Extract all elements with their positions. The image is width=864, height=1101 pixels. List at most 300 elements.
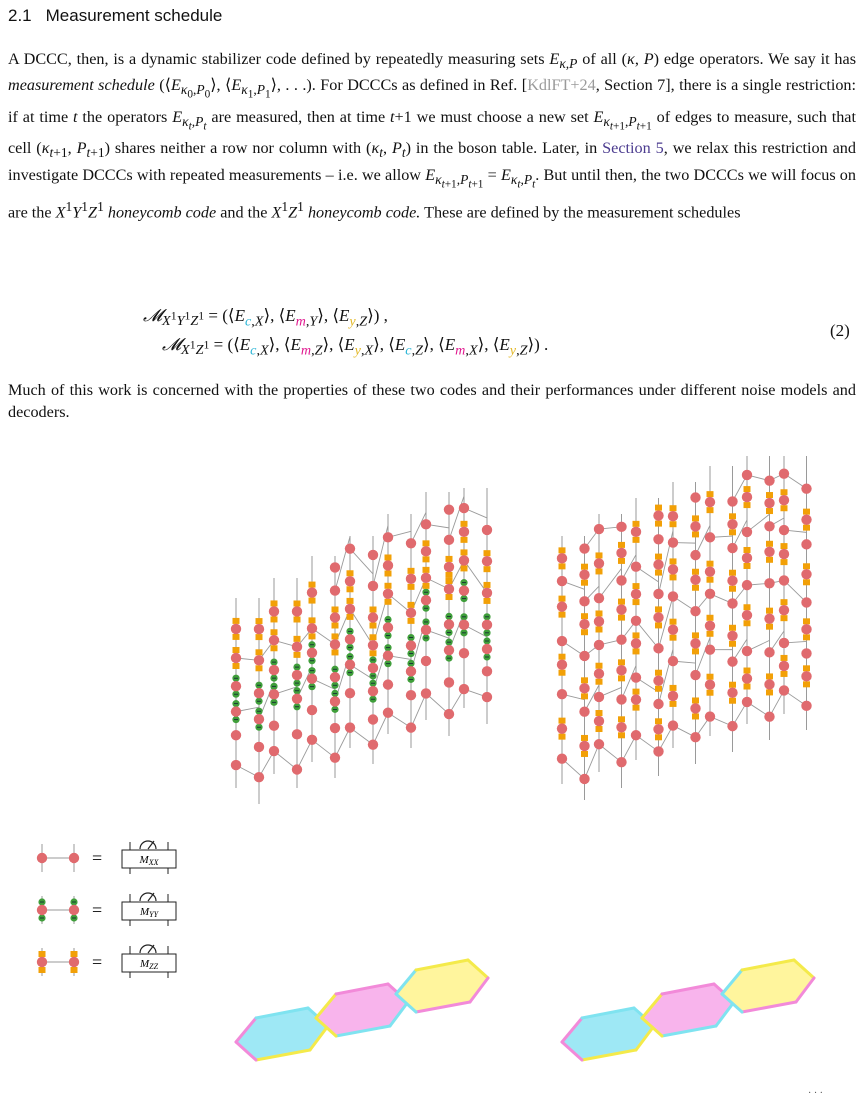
qubit-node xyxy=(406,690,416,700)
z-marker xyxy=(596,679,603,685)
z-marker xyxy=(729,570,736,576)
qubit-node xyxy=(705,567,715,577)
qubit-node xyxy=(801,514,811,524)
qubit-node xyxy=(444,535,454,545)
z-marker xyxy=(294,616,301,622)
z-marker xyxy=(781,489,788,495)
z-marker xyxy=(461,521,468,527)
qubit-node xyxy=(307,648,317,658)
z-marker xyxy=(766,557,773,563)
qubit-node xyxy=(254,688,264,698)
z-marker xyxy=(781,505,788,511)
z-marker xyxy=(655,622,662,628)
qubit-node xyxy=(690,732,700,742)
qubit-node xyxy=(368,663,378,673)
z-marker xyxy=(71,951,78,957)
qubit-node xyxy=(421,625,431,635)
z-marker xyxy=(744,604,751,610)
z-marker xyxy=(655,606,662,612)
qubit-node xyxy=(779,549,789,559)
z-marker xyxy=(581,564,588,570)
z-marker xyxy=(692,697,699,703)
z-marker xyxy=(781,543,788,549)
qubit-node xyxy=(705,621,715,631)
z-marker xyxy=(256,649,263,655)
measurement-label: MXX xyxy=(139,854,159,867)
z-marker xyxy=(408,568,415,574)
z-marker xyxy=(670,635,677,641)
z-marker xyxy=(581,580,588,586)
qubit-node xyxy=(557,576,567,586)
qubit-node xyxy=(668,624,678,634)
qubit-node xyxy=(631,638,641,648)
qubit-node xyxy=(459,585,469,595)
qubit-node xyxy=(383,708,393,718)
qubit-node xyxy=(705,645,715,655)
qubit-node xyxy=(594,558,604,568)
legend-row-yy xyxy=(37,893,176,926)
qubit-node xyxy=(482,692,492,702)
qubit-node xyxy=(631,561,641,571)
circuit-figure xyxy=(0,448,864,1088)
z-marker xyxy=(256,634,263,640)
qubit-node xyxy=(631,589,641,599)
qubit-node xyxy=(231,730,241,740)
measurement-legend xyxy=(37,841,176,978)
z-marker xyxy=(271,600,278,606)
z-marker xyxy=(385,570,392,576)
equals-sign: = xyxy=(92,900,103,920)
z-marker xyxy=(233,647,240,653)
qubit-node xyxy=(631,672,641,682)
z-marker xyxy=(633,521,640,527)
z-marker xyxy=(461,565,468,571)
qubit-node xyxy=(742,697,752,707)
qubit-node xyxy=(653,746,663,756)
z-marker xyxy=(408,618,415,624)
qubit-node xyxy=(653,510,663,520)
qubit-node xyxy=(269,635,279,645)
z-marker xyxy=(309,633,316,639)
z-marker xyxy=(294,600,301,606)
z-marker xyxy=(692,713,699,719)
qubit-node xyxy=(69,853,79,863)
qubit-node xyxy=(594,716,604,726)
z-marker xyxy=(633,648,640,654)
z-marker xyxy=(618,558,625,564)
qubit-node xyxy=(727,496,737,506)
qubit-node xyxy=(653,612,663,622)
z-marker xyxy=(633,537,640,543)
z-marker xyxy=(707,507,714,513)
qubit-node xyxy=(690,638,700,648)
qubit-node xyxy=(631,527,641,537)
z-marker xyxy=(385,599,392,605)
qubit-node xyxy=(727,688,737,698)
qubit-node xyxy=(383,560,393,570)
qubit-node xyxy=(444,504,454,514)
qubit-node xyxy=(368,550,378,560)
qubit-node xyxy=(616,634,626,644)
equation-line-xz: 𝓜$_{X^1Z^1}$ = ($⟨E_{c,X}⟩$, $⟨E_{m,Z}⟩$, $⟨E_{y,X}⟩$, $⟨E_{c,Z}⟩$, $⟨E_{m,X}⟩$, $⟨E_{y,Z}⟩$) . xyxy=(162,335,549,359)
qubit-node xyxy=(690,606,700,616)
z-marker xyxy=(766,624,773,630)
z-marker xyxy=(332,622,339,628)
qubit-node xyxy=(345,722,355,732)
qubit-node xyxy=(653,559,663,569)
page-footer-mark: · · · xyxy=(808,1088,823,1099)
qubit-node xyxy=(406,608,416,618)
qubit-node xyxy=(254,624,264,634)
z-marker xyxy=(370,622,377,628)
qubit-node xyxy=(368,739,378,749)
qubit-node xyxy=(764,475,774,485)
z-marker xyxy=(581,735,588,741)
qubit-node xyxy=(727,576,737,586)
qubit-node xyxy=(292,670,302,680)
z-marker xyxy=(729,586,736,592)
qubit-node xyxy=(444,709,454,719)
qubit-node xyxy=(616,694,626,704)
z-marker xyxy=(446,594,453,600)
z-marker xyxy=(707,674,714,680)
z-marker xyxy=(446,572,453,578)
qubit-node xyxy=(557,689,567,699)
z-marker xyxy=(766,673,773,679)
qubit-node xyxy=(292,606,302,616)
z-marker xyxy=(729,529,736,535)
qubit-node xyxy=(406,538,416,548)
citation-link[interactable]: KdlFT+24 xyxy=(527,76,596,95)
qubit-node xyxy=(330,696,340,706)
qubit-node xyxy=(594,669,604,679)
z-marker xyxy=(803,579,810,585)
qubit-node xyxy=(37,957,47,967)
z-marker xyxy=(618,615,625,621)
qubit-node xyxy=(292,694,302,704)
qubit-node xyxy=(616,575,626,585)
z-marker xyxy=(581,677,588,683)
z-marker xyxy=(596,568,603,574)
z-marker xyxy=(633,632,640,638)
qubit-node xyxy=(579,619,589,629)
z-marker xyxy=(581,613,588,619)
qubit-node xyxy=(307,705,317,715)
qubit-node xyxy=(668,656,678,666)
qubit-node xyxy=(631,730,641,740)
qubit-node xyxy=(383,679,393,689)
qubit-node xyxy=(742,580,752,590)
qubit-node xyxy=(668,591,678,601)
z-marker xyxy=(423,567,430,573)
qubit-node xyxy=(579,774,589,784)
qubit-node xyxy=(345,634,355,644)
qubit-node xyxy=(345,604,355,614)
qubit-node xyxy=(594,593,604,603)
qubit-node xyxy=(406,640,416,650)
qubit-node xyxy=(421,546,431,556)
z-marker xyxy=(670,701,677,707)
qubit-node xyxy=(705,711,715,721)
qubit-node xyxy=(307,735,317,745)
qubit-node xyxy=(779,685,789,695)
qubit-node xyxy=(406,666,416,676)
qubit-node xyxy=(742,527,752,537)
qubit-node xyxy=(444,645,454,655)
qubit-node xyxy=(368,581,378,591)
qubit-node xyxy=(705,532,715,542)
qubit-node xyxy=(594,640,604,650)
qubit-node xyxy=(764,498,774,508)
qubit-node xyxy=(631,694,641,704)
qubit-node xyxy=(231,681,241,691)
z-marker xyxy=(803,525,810,531)
qubit-node xyxy=(482,525,492,535)
qubit-node xyxy=(482,588,492,598)
qubit-node xyxy=(779,661,789,671)
z-marker xyxy=(39,967,46,973)
qubit-node xyxy=(330,752,340,762)
qubit-node xyxy=(231,760,241,770)
z-marker xyxy=(744,563,751,569)
z-marker xyxy=(803,634,810,640)
z-marker xyxy=(618,542,625,548)
qubit-node xyxy=(764,647,774,657)
z-marker xyxy=(633,705,640,711)
qubit-node xyxy=(742,492,752,502)
z-marker xyxy=(347,614,354,620)
z-marker xyxy=(655,554,662,560)
z-marker xyxy=(781,671,788,677)
qubit-node xyxy=(459,503,469,513)
qubit-node xyxy=(779,495,789,505)
qubit-node xyxy=(594,739,604,749)
qubit-node xyxy=(459,555,469,565)
z-marker xyxy=(256,665,263,671)
paragraph-properties: Much of this work is concerned with the properties of these two codes and their performances under different noise models and decoders. xyxy=(8,381,856,421)
z-marker xyxy=(781,599,788,605)
qubit-node xyxy=(307,623,317,633)
z-marker xyxy=(596,626,603,632)
z-marker xyxy=(707,491,714,497)
qubit-node xyxy=(482,620,492,630)
z-marker xyxy=(71,967,78,973)
z-marker xyxy=(271,645,278,651)
z-marker xyxy=(256,618,263,624)
z-marker xyxy=(744,668,751,674)
qubit-node xyxy=(668,511,678,521)
z-marker xyxy=(461,549,468,555)
qubit-node xyxy=(330,672,340,682)
qubit-node xyxy=(307,673,317,683)
z-marker xyxy=(781,615,788,621)
equation-number: (2) xyxy=(830,321,850,340)
z-marker xyxy=(781,559,788,565)
qubit-node xyxy=(727,631,737,641)
qubit-node xyxy=(668,537,678,547)
z-marker xyxy=(484,566,491,572)
z-marker xyxy=(559,596,566,602)
qubit-node xyxy=(579,651,589,661)
z-marker xyxy=(233,618,240,624)
qubit-node xyxy=(482,644,492,654)
z-marker xyxy=(271,629,278,635)
qubit-node xyxy=(444,677,454,687)
qubit-node xyxy=(383,532,393,542)
qubit-node xyxy=(482,556,492,566)
qubit-node xyxy=(459,648,469,658)
qubit-node xyxy=(421,688,431,698)
z-marker xyxy=(692,531,699,537)
hexagon-strip-left xyxy=(236,960,488,1060)
z-marker xyxy=(692,648,699,654)
z-marker xyxy=(803,563,810,569)
qubit-node xyxy=(616,665,626,675)
qubit-node xyxy=(231,706,241,716)
z-marker xyxy=(559,734,566,740)
qubit-node xyxy=(801,648,811,658)
qubit-node xyxy=(616,757,626,767)
z-marker xyxy=(781,655,788,661)
qubit-node xyxy=(254,714,264,724)
z-marker xyxy=(670,574,677,580)
qubit-node xyxy=(690,550,700,560)
qubit-node xyxy=(653,534,663,544)
qubit-node xyxy=(764,521,774,531)
z-marker xyxy=(633,599,640,605)
z-marker xyxy=(233,634,240,640)
qubit-node xyxy=(345,688,355,698)
z-marker xyxy=(655,505,662,511)
qubit-node xyxy=(594,692,604,702)
z-marker xyxy=(347,586,354,592)
z-marker xyxy=(744,684,751,690)
qubit-node xyxy=(330,639,340,649)
z-marker xyxy=(766,541,773,547)
qubit-node xyxy=(779,575,789,585)
z-marker xyxy=(692,569,699,575)
section-5-link[interactable]: Section 5 xyxy=(602,139,664,158)
qubit-node xyxy=(764,613,774,623)
term-measurement-schedule: measurement schedule xyxy=(8,76,155,95)
qubit-node xyxy=(653,643,663,653)
qubit-node xyxy=(616,722,626,732)
qubit-node xyxy=(801,701,811,711)
qubit-node xyxy=(330,585,340,595)
z-marker xyxy=(655,718,662,724)
qubit-node xyxy=(482,666,492,676)
hexagon-face xyxy=(722,960,814,1012)
qubit-node xyxy=(742,470,752,480)
z-marker xyxy=(484,582,491,588)
qubit-node xyxy=(557,723,567,733)
qubit-node xyxy=(579,741,589,751)
z-marker xyxy=(618,659,625,665)
z-marker xyxy=(633,583,640,589)
z-marker xyxy=(618,599,625,605)
z-marker xyxy=(408,584,415,590)
z-marker xyxy=(446,578,453,584)
qubit-node xyxy=(690,670,700,680)
hexagon-strip-right xyxy=(562,960,814,1060)
paragraph-schedule-definition: A DCCC, then, is a dynamic stabilizer code defined by repeatedly measuring sets $E_{\kappa,P}$ of all (κ, P) edge operators. We say it has measurement schedule ($⟨E_{\kappa_0,P_0}⟩$, $⟨E_{\kappa_1,P_1}⟩$, . . .). For DCCCs as defined in Ref. [KdlFT+24, Section 7], there is a single restriction: if at time t the operators $E_{\kappa_t,P_t}$ are measured, then at time t+1 we must choose a new set $E_{\kappa_{t+1},P_{t+1}}$ of edges to measure, such that cell ($\kappa_{t+1}$, $P_{t+1}$) shares neither a row nor column with ($\kappa_t$, $P_t$) in the boson table. Later, in Section 5, we relax this restriction and investigate DCCCs with repeated measurements – i.e. we allow $E_{\kappa_{t+1},P_{t+1}} = E_{\kappa_t,P_t}$. But until then, the two DCCCs we will focus on are the $X^1Y^1Z^1$ honeycomb code and the $X^1Z^1$ honeycomb code. These are defined by the measurement schedules xyxy=(8,50,857,222)
z-marker xyxy=(332,633,339,639)
z-marker xyxy=(385,554,392,560)
qubit-node xyxy=(459,527,469,537)
qubit-node xyxy=(801,624,811,634)
z-marker xyxy=(596,710,603,716)
qubit-node xyxy=(345,659,355,669)
qubit-node xyxy=(801,483,811,493)
qubit-node xyxy=(444,619,454,629)
qubit-node xyxy=(705,497,715,507)
z-marker xyxy=(423,556,430,562)
z-marker xyxy=(581,751,588,757)
qubit-node xyxy=(368,640,378,650)
qubit-node xyxy=(616,548,626,558)
qubit-node xyxy=(742,610,752,620)
qubit-node xyxy=(557,754,567,764)
qubit-node xyxy=(330,723,340,733)
qubit-node xyxy=(579,707,589,717)
z-marker xyxy=(423,583,430,589)
z-marker xyxy=(271,616,278,622)
qubit-node xyxy=(579,683,589,693)
qubit-node xyxy=(579,543,589,553)
qubit-node xyxy=(37,853,47,863)
section-heading xyxy=(8,6,222,26)
qubit-node xyxy=(616,522,626,532)
z-marker xyxy=(729,698,736,704)
hexagon-face xyxy=(642,984,734,1036)
qubit-node xyxy=(594,616,604,626)
z-marker xyxy=(744,502,751,508)
z-marker xyxy=(294,636,301,642)
equals-sign: = xyxy=(92,952,103,972)
z-marker xyxy=(596,663,603,669)
z-marker xyxy=(559,718,566,724)
z-marker xyxy=(803,618,810,624)
qubit-node xyxy=(616,604,626,614)
z-marker xyxy=(729,641,736,647)
qubit-node xyxy=(557,660,567,670)
qubit-node xyxy=(231,653,241,663)
qubit-node xyxy=(269,665,279,675)
qubit-node xyxy=(668,691,678,701)
qubit-node xyxy=(668,564,678,574)
z-marker xyxy=(655,686,662,692)
z-marker xyxy=(670,619,677,625)
z-marker xyxy=(484,550,491,556)
qubit-node xyxy=(801,569,811,579)
z-marker xyxy=(370,650,377,656)
z-marker xyxy=(670,521,677,527)
z-marker xyxy=(347,598,354,604)
qubit-node xyxy=(69,905,79,915)
qubit-node xyxy=(705,680,715,690)
section-number: 2.1 xyxy=(8,6,32,25)
z-marker xyxy=(670,558,677,564)
z-marker xyxy=(729,625,736,631)
qubit-node xyxy=(631,616,641,626)
z-marker xyxy=(596,610,603,616)
qubit-node xyxy=(459,684,469,694)
z-marker xyxy=(729,513,736,519)
circuit-xyz-honeycomb xyxy=(231,488,492,804)
qubit-node xyxy=(254,772,264,782)
qubit-node xyxy=(231,624,241,634)
qubit-node xyxy=(764,711,774,721)
